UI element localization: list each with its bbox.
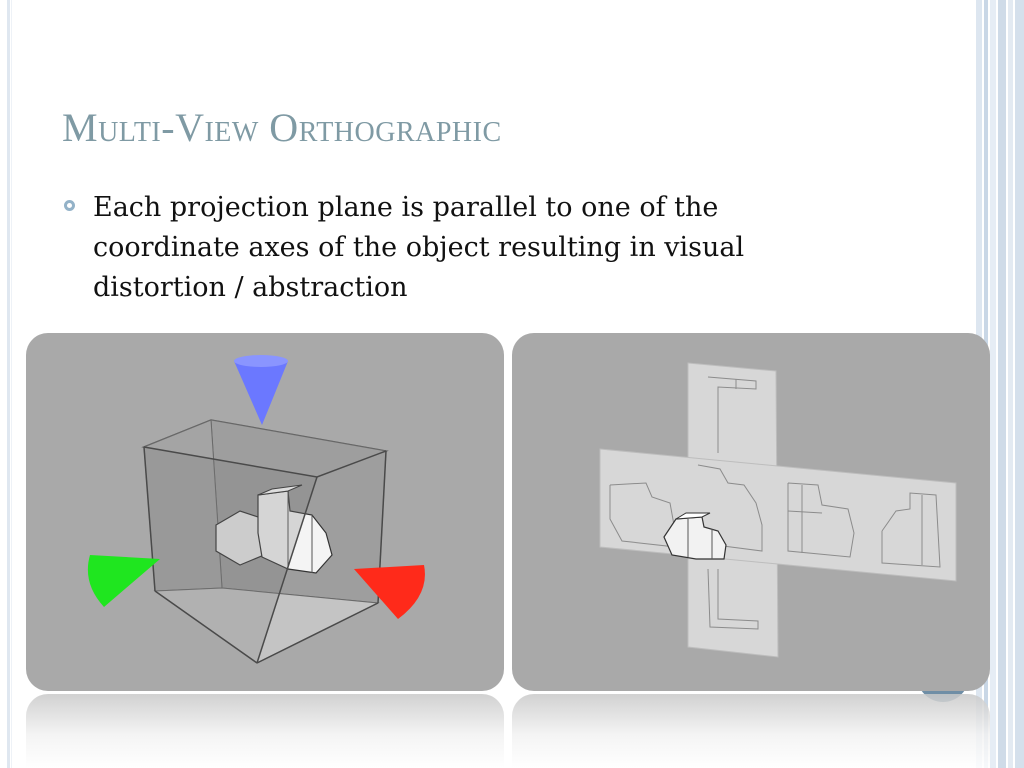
- projection-image-reflection: [512, 694, 990, 768]
- left-border-line-inner: [11, 0, 12, 768]
- cube-projection-image: [26, 333, 504, 691]
- bullet-icon: [64, 200, 75, 211]
- cube-image-reflection: [26, 694, 504, 768]
- slide-title: Multi-View Orthographic: [62, 105, 502, 150]
- bullet-text: Each projection plane is parallel to one of the coordinate axes of the object resulting in visual distortion / abstraction: [93, 192, 745, 303]
- left-border-line: [7, 0, 10, 768]
- unfolded-projection-image: [512, 333, 990, 691]
